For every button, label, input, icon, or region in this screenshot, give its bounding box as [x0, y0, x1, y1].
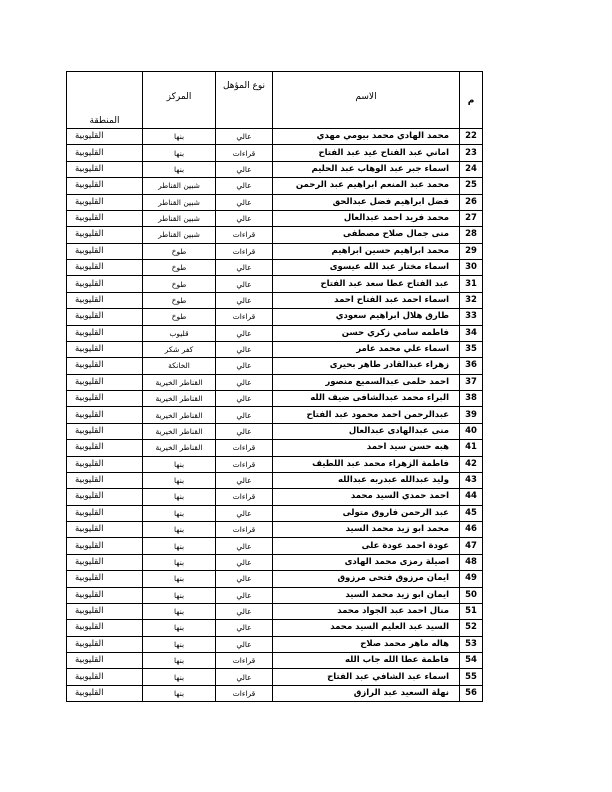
row-name: اسماء عبد الشافي عبد الفتاح [273, 669, 460, 685]
row-qualification: عالي [216, 325, 273, 341]
row-number: 26 [460, 194, 483, 210]
row-number: 33 [460, 309, 483, 325]
table-row [67, 685, 483, 701]
row-center: بنها [143, 620, 216, 636]
candidates-table [66, 71, 483, 702]
table-row [67, 571, 483, 587]
row-region: القليوبية [67, 407, 143, 423]
row-region: القليوبية [67, 341, 143, 357]
row-qualification: قراءات [216, 653, 273, 669]
row-qualification: عالي [216, 423, 273, 439]
table-row [67, 309, 483, 325]
table-row [67, 423, 483, 439]
row-center: شبين القناطر [143, 178, 216, 194]
table-row [67, 587, 483, 603]
row-qualification: عالي [216, 571, 273, 587]
row-region: القليوبية [67, 522, 143, 538]
row-name: عبدالرحمن احمد محمود عبد الفتاح [273, 407, 460, 423]
row-name: السيد عبد العليم السيد محمد [273, 620, 460, 636]
row-region: القليوبية [67, 161, 143, 177]
table-row [67, 161, 483, 177]
row-name: احمد حمدي السيد محمد [273, 489, 460, 505]
row-center: بنها [143, 636, 216, 652]
row-name: فاطمة عطا الله جاب الله [273, 653, 460, 669]
row-region: القليوبية [67, 653, 143, 669]
row-region: القليوبية [67, 505, 143, 521]
table-header-row [67, 72, 483, 129]
row-number: 41 [460, 440, 483, 456]
row-center: القناطر الخيرية [143, 391, 216, 407]
row-qualification: عالي [216, 276, 273, 292]
row-name: منى جمال صلاح مصطفى [273, 227, 460, 243]
row-name: هبه حسن سيد احمد [273, 440, 460, 456]
row-number: 56 [460, 685, 483, 701]
table-row [67, 260, 483, 276]
row-qualification: عالي [216, 603, 273, 619]
row-region: القليوبية [67, 145, 143, 161]
row-number: 54 [460, 653, 483, 669]
row-center: شبين القناطر [143, 194, 216, 210]
table-row [67, 489, 483, 505]
row-number: 23 [460, 145, 483, 161]
row-center: بنها [143, 505, 216, 521]
row-number: 47 [460, 538, 483, 554]
row-number: 28 [460, 227, 483, 243]
table-row [67, 636, 483, 652]
row-name: فاطمة الزهراء محمد عبد اللطيف [273, 456, 460, 472]
row-region: القليوبية [67, 456, 143, 472]
row-name: عودة احمد عودة على [273, 538, 460, 554]
table-row [67, 194, 483, 210]
row-name: ايمان ابو زيد محمد السيد [273, 587, 460, 603]
row-name: اماني عبد الفتاح عيد عبد الفتاح [273, 145, 460, 161]
row-name: وليد عبدالله عبدربه عبدالله [273, 472, 460, 488]
row-center: طوخ [143, 292, 216, 308]
row-region: القليوبية [67, 227, 143, 243]
row-number: 53 [460, 636, 483, 652]
row-region: القليوبية [67, 276, 143, 292]
row-region: القليوبية [67, 210, 143, 226]
table-row [67, 374, 483, 390]
row-number: 30 [460, 260, 483, 276]
row-region: القليوبية [67, 636, 143, 652]
table-row [67, 440, 483, 456]
row-qualification: عالي [216, 194, 273, 210]
row-region: القليوبية [67, 554, 143, 570]
row-region: القليوبية [67, 129, 143, 145]
table-row [67, 292, 483, 308]
row-number: 40 [460, 423, 483, 439]
table-row [67, 358, 483, 374]
row-number: 42 [460, 456, 483, 472]
row-name: ايمان مرزوق فتحى مرزوق [273, 571, 460, 587]
row-name: طارق هلال ابراهيم سعودي [273, 309, 460, 325]
row-name: عبد الفتاح عطا سعد عبد الفتاح [273, 276, 460, 292]
row-center: بنها [143, 587, 216, 603]
row-qualification: عالي [216, 636, 273, 652]
row-center: طوخ [143, 260, 216, 276]
row-name: محمد ابو زيد محمد السيد [273, 522, 460, 538]
row-name: احمد حلمى عبدالسميع منصور [273, 374, 460, 390]
row-region: القليوبية [67, 243, 143, 259]
row-center: بنها [143, 603, 216, 619]
row-number: 37 [460, 374, 483, 390]
row-qualification: عالي [216, 161, 273, 177]
row-region: القليوبية [67, 620, 143, 636]
row-qualification: قراءات [216, 489, 273, 505]
row-number: 46 [460, 522, 483, 538]
table-row [67, 620, 483, 636]
row-qualification: عالي [216, 391, 273, 407]
row-number: 22 [460, 129, 483, 145]
table-row [67, 522, 483, 538]
table-row [67, 603, 483, 619]
table-row [67, 472, 483, 488]
row-number: 50 [460, 587, 483, 603]
row-number: 25 [460, 178, 483, 194]
row-name: منال احمد عبد الجواد محمد [273, 603, 460, 619]
header-qualification: نوع المؤهل [216, 72, 273, 129]
row-center: شبين القناطر [143, 210, 216, 226]
row-name: محمد ابراهيم حسين ابراهيم [273, 243, 460, 259]
row-center: القناطر الخيرية [143, 423, 216, 439]
row-center: بنها [143, 669, 216, 685]
row-qualification: قراءات [216, 685, 273, 701]
header-name: الاسم [273, 72, 460, 129]
row-qualification: عالي [216, 554, 273, 570]
row-center: بنها [143, 472, 216, 488]
row-region: القليوبية [67, 440, 143, 456]
row-number: 27 [460, 210, 483, 226]
row-qualification: عالي [216, 505, 273, 521]
row-name: هاله ماهر محمد صلاح [273, 636, 460, 652]
row-number: 39 [460, 407, 483, 423]
table-row [67, 243, 483, 259]
table-row [67, 129, 483, 145]
table-row [67, 653, 483, 669]
row-qualification: عالي [216, 292, 273, 308]
row-number: 43 [460, 472, 483, 488]
row-name: البراء محمد عبدالشافى ضيف الله [273, 391, 460, 407]
row-region: القليوبية [67, 309, 143, 325]
row-number: 52 [460, 620, 483, 636]
table-row [67, 391, 483, 407]
row-number: 24 [460, 161, 483, 177]
row-number: 55 [460, 669, 483, 685]
row-name: نهلة السعيد عبد الرازق [273, 685, 460, 701]
row-number: 45 [460, 505, 483, 521]
row-center: بنها [143, 653, 216, 669]
row-qualification: عالي [216, 620, 273, 636]
row-number: 29 [460, 243, 483, 259]
row-qualification: عالي [216, 260, 273, 276]
table-row [67, 456, 483, 472]
row-center: كفر شكر [143, 341, 216, 357]
row-center: شبين القناطر [143, 227, 216, 243]
row-center: بنها [143, 129, 216, 145]
row-center: بنها [143, 538, 216, 554]
row-center: بنها [143, 571, 216, 587]
row-center: بنها [143, 161, 216, 177]
row-qualification: عالي [216, 407, 273, 423]
row-center: بنها [143, 489, 216, 505]
row-name: منى عبدالهادى عبدالعال [273, 423, 460, 439]
table-row [67, 538, 483, 554]
row-qualification: قراءات [216, 309, 273, 325]
row-name: محمد عبد المنعم ابراهيم عبد الرحمن [273, 178, 460, 194]
row-region: القليوبية [67, 358, 143, 374]
row-region: القليوبية [67, 374, 143, 390]
row-number: 38 [460, 391, 483, 407]
row-region: القليوبية [67, 260, 143, 276]
row-name: زهراء عبدالقادر طاهر بحيرى [273, 358, 460, 374]
row-region: القليوبية [67, 178, 143, 194]
row-center: القناطر الخيرية [143, 407, 216, 423]
row-number: 34 [460, 325, 483, 341]
row-region: القليوبية [67, 489, 143, 505]
row-center: الخانكة [143, 358, 216, 374]
row-region: القليوبية [67, 472, 143, 488]
row-qualification: قراءات [216, 243, 273, 259]
row-qualification: عالي [216, 538, 273, 554]
row-region: القليوبية [67, 292, 143, 308]
header-center: المركز [143, 72, 216, 129]
row-qualification: عالي [216, 210, 273, 226]
row-name: محمد الهادي محمد بيومي مهدي [273, 129, 460, 145]
row-qualification: عالي [216, 587, 273, 603]
row-qualification: قراءات [216, 227, 273, 243]
row-region: القليوبية [67, 669, 143, 685]
row-qualification: عالي [216, 358, 273, 374]
row-name: اصيلة رمزى محمد الهادى [273, 554, 460, 570]
row-number: 49 [460, 571, 483, 587]
row-name: عبد الرحمن فاروق متولى [273, 505, 460, 521]
table-row [67, 325, 483, 341]
row-center: بنها [143, 456, 216, 472]
row-center: القناطر الخيرية [143, 374, 216, 390]
row-name: فاطمه سامي زكري حسن [273, 325, 460, 341]
row-name: اسماء مختار عبد الله عيسوى [273, 260, 460, 276]
row-name: اسماء احمد عبد الفتاح احمد [273, 292, 460, 308]
table-row [67, 341, 483, 357]
row-region: القليوبية [67, 587, 143, 603]
row-qualification: عالي [216, 129, 273, 145]
row-region: القليوبية [67, 571, 143, 587]
row-center: قليوب [143, 325, 216, 341]
row-number: 31 [460, 276, 483, 292]
table-row [67, 554, 483, 570]
table-row [67, 145, 483, 161]
row-number: 51 [460, 603, 483, 619]
table-row [67, 178, 483, 194]
row-name: فضل ابراهيم فضل عبدالحق [273, 194, 460, 210]
table-row [67, 276, 483, 292]
row-center: القناطر الخيرية [143, 440, 216, 456]
row-qualification: عالي [216, 341, 273, 357]
row-number: 36 [460, 358, 483, 374]
row-center: طوخ [143, 276, 216, 292]
row-number: 48 [460, 554, 483, 570]
row-qualification: قراءات [216, 145, 273, 161]
row-center: طوخ [143, 309, 216, 325]
row-center: بنها [143, 522, 216, 538]
row-number: 35 [460, 341, 483, 357]
table-row [67, 407, 483, 423]
row-center: بنها [143, 685, 216, 701]
row-number: 44 [460, 489, 483, 505]
row-center: بنها [143, 145, 216, 161]
row-region: القليوبية [67, 325, 143, 341]
row-qualification: عالي [216, 669, 273, 685]
row-number: 32 [460, 292, 483, 308]
row-center: بنها [143, 554, 216, 570]
row-qualification: عالي [216, 374, 273, 390]
table-row [67, 505, 483, 521]
row-region: القليوبية [67, 685, 143, 701]
row-qualification: قراءات [216, 440, 273, 456]
row-region: القليوبية [67, 423, 143, 439]
row-qualification: عالي [216, 472, 273, 488]
row-region: القليوبية [67, 538, 143, 554]
header-num: م [460, 72, 483, 129]
row-center: طوخ [143, 243, 216, 259]
table-row [67, 210, 483, 226]
row-region: القليوبية [67, 194, 143, 210]
row-name: محمد فريد احمد عبدالعال [273, 210, 460, 226]
header-region: المنطقة [67, 72, 143, 129]
row-qualification: عالي [216, 178, 273, 194]
row-region: القليوبية [67, 391, 143, 407]
row-qualification: قراءات [216, 456, 273, 472]
row-qualification: قراءات [216, 522, 273, 538]
row-name: اسماء علي محمد عامر [273, 341, 460, 357]
row-region: القليوبية [67, 603, 143, 619]
row-name: اسماء جبر عبد الوهاب عبد الحليم [273, 161, 460, 177]
table-row [67, 227, 483, 243]
table-row [67, 669, 483, 685]
